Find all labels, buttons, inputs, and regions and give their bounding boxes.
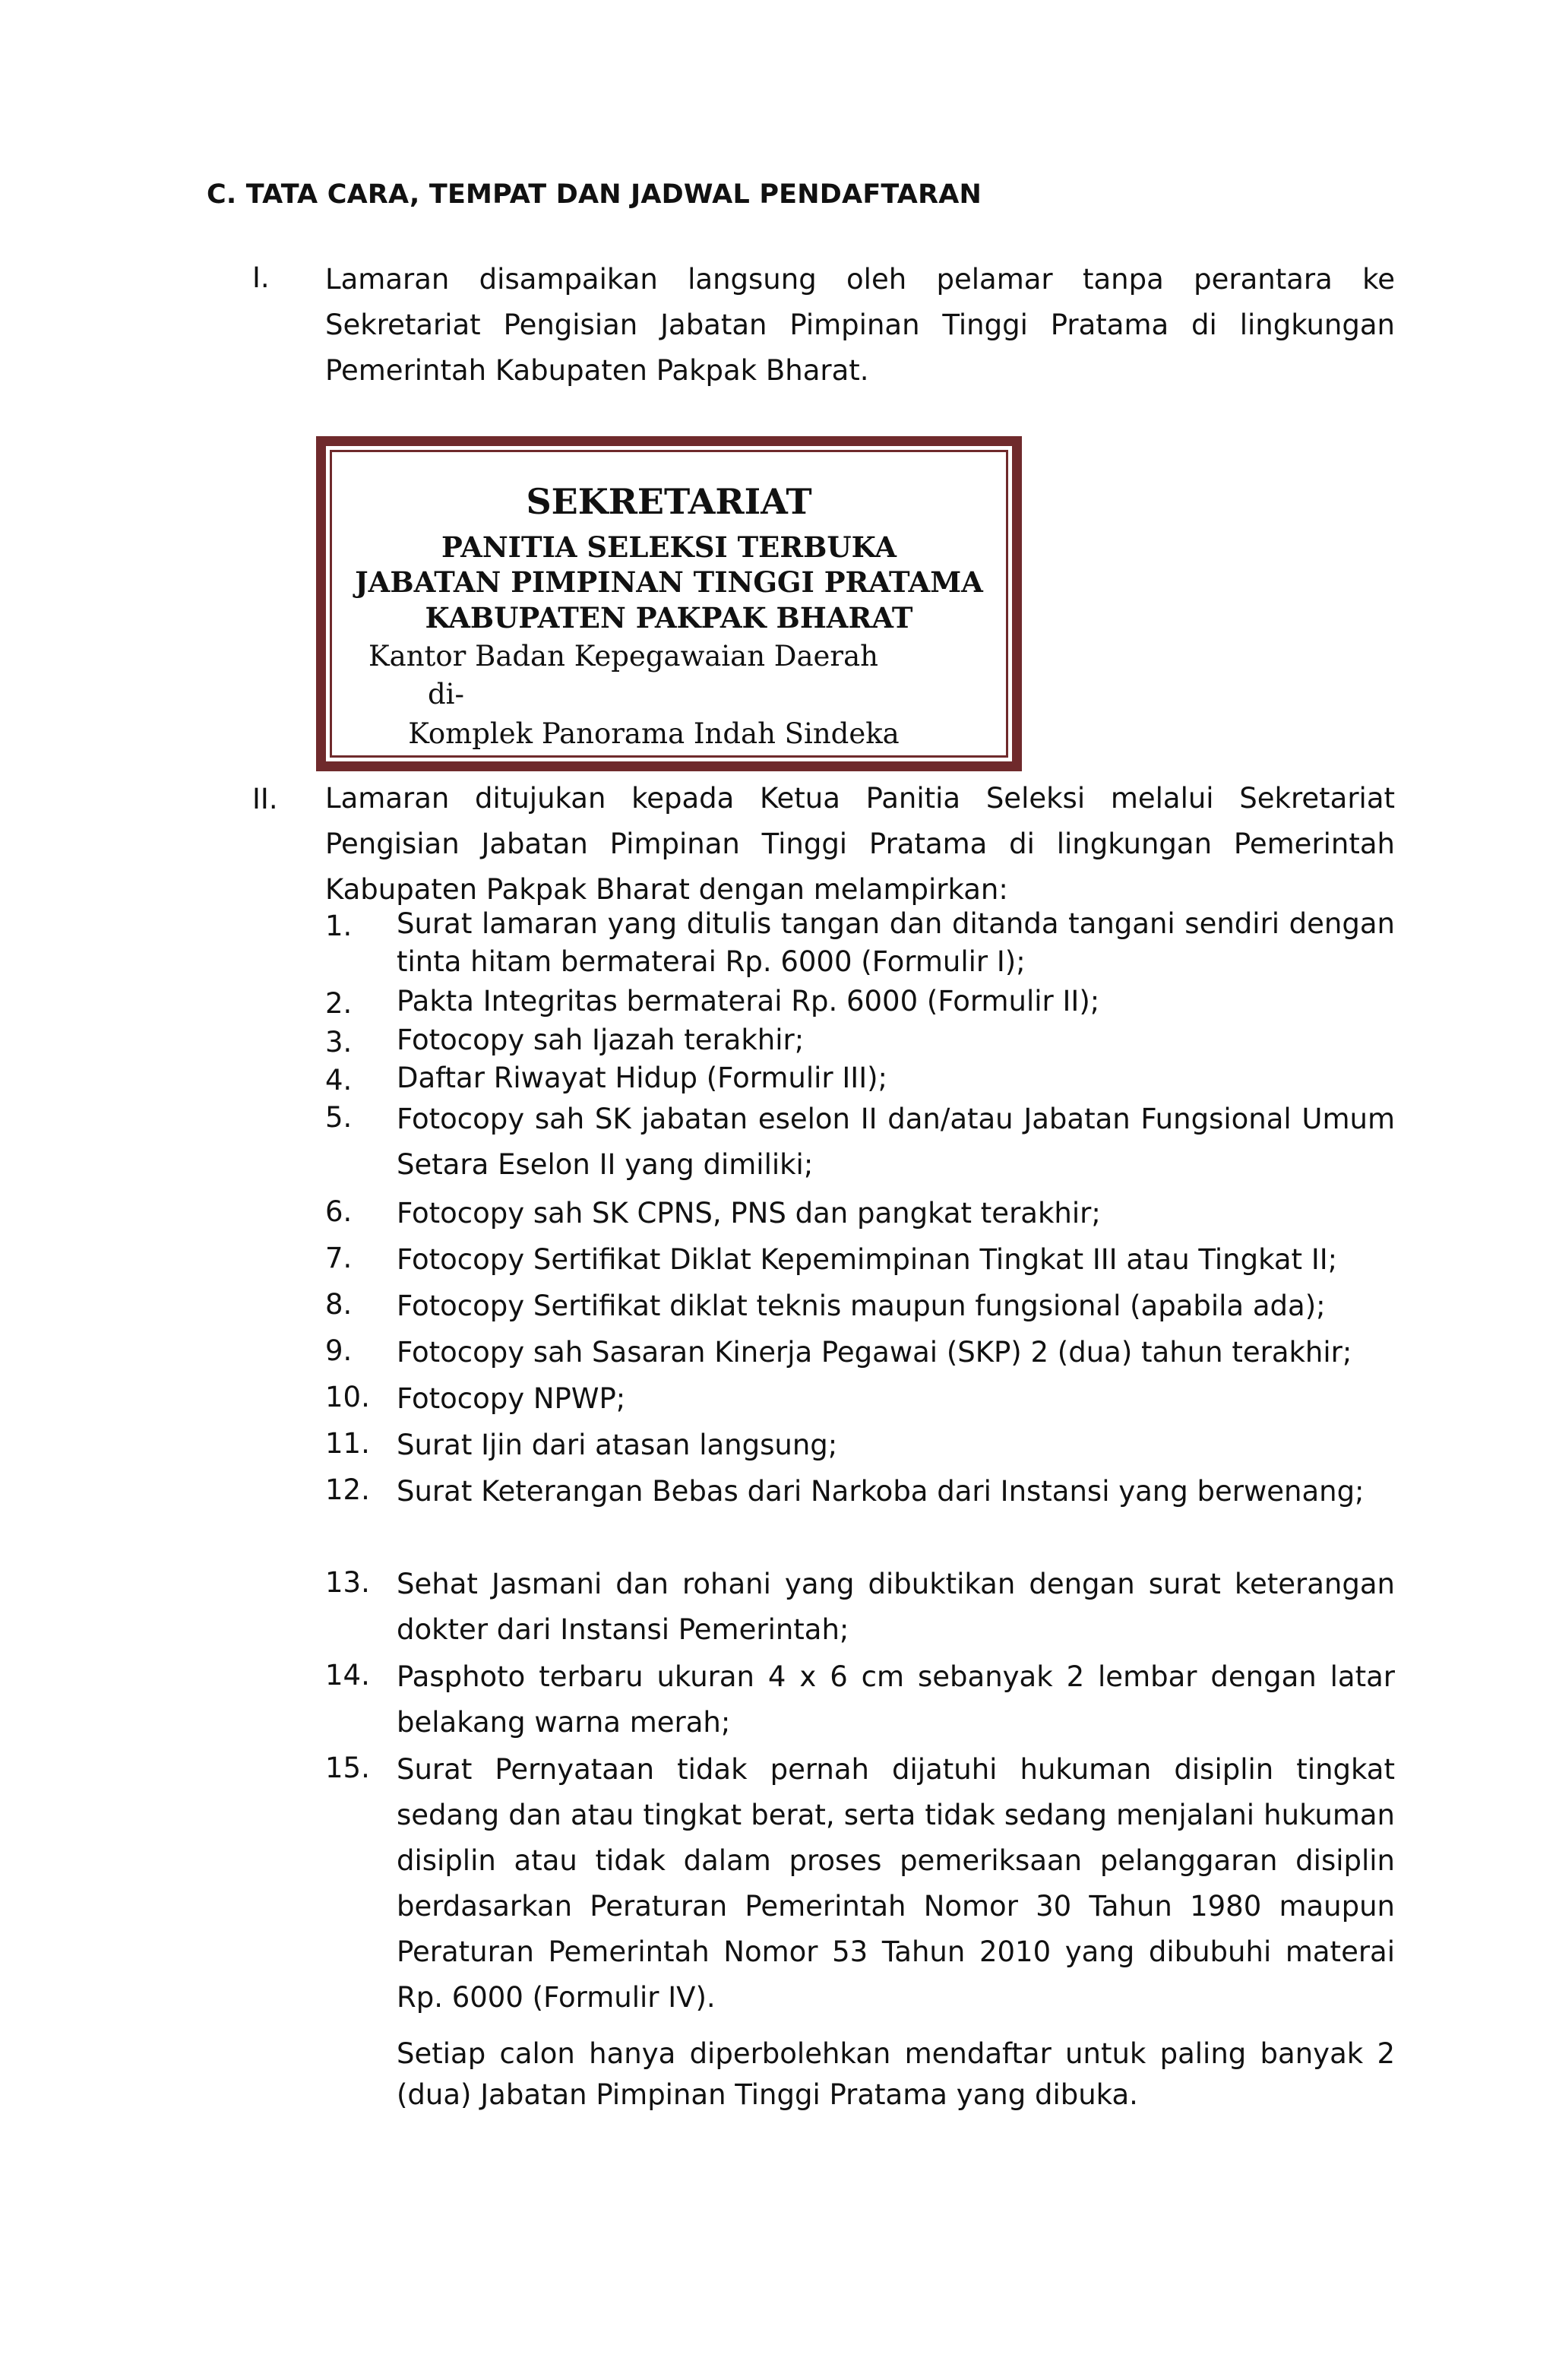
list-item: Fotocopy sah Sasaran Kinerja Pegawai (SKP) 2 (dua) tahun terakhir; [397, 1336, 1352, 1369]
secretariat-line-5: di- [428, 678, 465, 711]
list-item-number: 10. [325, 1381, 370, 1413]
list-item-number: 14. [325, 1659, 370, 1692]
secretariat-line-4: Kantor Badan Kepegawaian Daerah [368, 640, 878, 673]
secretariat-line-6: Komplek Panorama Indah Sindeka [408, 717, 900, 750]
secretariat-title: SEKRETARIAT [526, 481, 812, 522]
list-item-number: 1. [325, 910, 353, 942]
list-item: Sehat Jasmani dan rohani yang dibuktikan dengan surat keterangan dokter dari Instansi Pemerintah; [397, 1568, 1395, 1646]
list-item: Fotocopy sah SK jabatan eselon II dan/atau Jabatan Fungsional Umum Setara Eselon II yang dimiliki; [397, 1103, 1395, 1181]
list-item-number: 2. [325, 987, 353, 1020]
list-item: Daftar Riwayat Hidup (Formulir III); [397, 1062, 888, 1094]
list-item: Surat Ijin dari atasan langsung; [397, 1429, 838, 1461]
list-item-number: 15. [325, 1752, 370, 1784]
list-item: Fotocopy Sertifikat Diklat Kepemimpinan Tingkat III atau Tingkat II; [397, 1243, 1338, 1276]
secretariat-line-1: PANITIA SELEKSI TERBUKA [441, 530, 897, 564]
list-item: Surat Keterangan Bebas dari Narkoba dari Instansi yang berwenang; [397, 1475, 1365, 1508]
section-text-2: Lamaran ditujukan kepada Ketua Panitia Seleksi melalui Sekretariat Pengisian Jabatan Pimpinan Tinggi Pratama di lingkungan Pemerintah Kabupaten Pakpak Bharat dengan melampirkan: [325, 782, 1395, 906]
list-item: Pakta Integritas bermaterai Rp. 6000 (Formulir II); [397, 985, 1100, 1018]
list-item: Surat lamaran yang ditulis tangan dan ditanda tangani sendiri dengan tinta hitam bermaterai Rp. 6000 (Formulir I); [397, 907, 1395, 978]
section-marker-2: II. [252, 783, 278, 815]
list-item: Fotocopy sah SK CPNS, PNS dan pangkat terakhir; [397, 1197, 1101, 1230]
secretariat-box [316, 436, 1022, 771]
secretariat-line-3: KABUPATEN PAKPAK BHARAT [425, 601, 913, 635]
list-item-number: 13. [325, 1566, 370, 1599]
list-item: Fotocopy Sertifikat diklat teknis maupun fungsional (apabila ada); [397, 1290, 1326, 1322]
closing-note: Setiap calon hanya diperbolehkan mendaftar untuk paling banyak 2 (dua) Jabatan Pimpinan Tinggi Pratama yang dibuka. [397, 2037, 1395, 2111]
list-item-number: 7. [325, 1242, 353, 1274]
list-item: Surat Pernyataan tidak pernah dijatuhi hukuman disiplin tingkat sedang dan atau tingkat berat, serta tidak sedang menjalani hukuman disiplin atau tidak dalam proses pemeriksaan pelanggaran disiplin berdasarkan Peraturan Pemerintah Nomor 30 Tahun 1980 maupun Peraturan Pemerintah Nomor 53 Tahun 2010 yang dibubuhi materai Rp. 6000 (Formulir IV). [397, 1753, 1395, 2014]
section-text-1: Lamaran disampaikan langsung oleh pelamar tanpa perantara ke Sekretariat Pengisian Jabatan Pimpinan Tinggi Pratama di lingkungan Pemerintah Kabupaten Pakpak Bharat. [325, 263, 1395, 387]
list-item-number: 11. [325, 1427, 370, 1460]
list-item-number: 4. [325, 1064, 353, 1097]
list-item-number: 9. [325, 1334, 353, 1367]
section-heading: C. TATA CARA, TEMPAT DAN JADWAL PENDAFTARAN [207, 179, 982, 210]
list-item-number: 8. [325, 1288, 353, 1321]
list-item-number: 6. [325, 1195, 353, 1228]
list-item-number: 5. [325, 1101, 353, 1134]
list-item: Pasphoto terbaru ukuran 4 x 6 cm sebanyak 2 lembar dengan latar belakang warna merah; [397, 1660, 1395, 1739]
list-item-number: 3. [325, 1026, 353, 1059]
list-item: Fotocopy NPWP; [397, 1382, 626, 1415]
section-marker-1: I. [252, 261, 270, 294]
list-item-number: 12. [325, 1473, 370, 1506]
secretariat-line-2: JABATAN PIMPINAN TINGGI PRATAMA [355, 565, 983, 599]
list-item: Fotocopy sah Ijazah terakhir; [397, 1024, 805, 1056]
